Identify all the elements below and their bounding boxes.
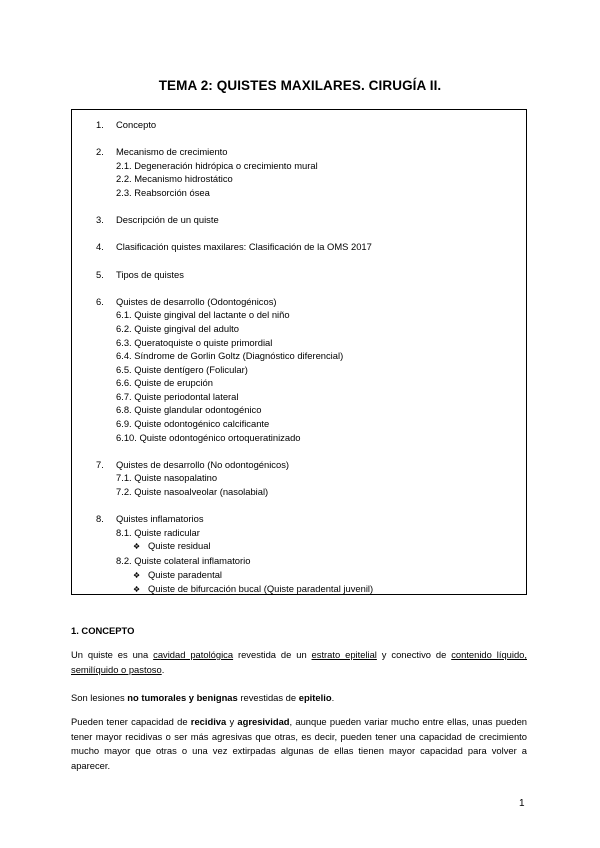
underlined-term: estrato epitelial — [311, 649, 377, 660]
toc-entry — [96, 268, 518, 282]
toc-label: Quistes de desarrollo (Odontogénicos) — [116, 295, 277, 307]
paragraph-recurrence — [71, 715, 527, 773]
toc-entry — [96, 295, 518, 309]
text: y conectivo de — [376, 649, 452, 660]
toc-item — [96, 213, 518, 227]
toc-entry — [96, 213, 518, 227]
toc-label: Concepto — [116, 119, 157, 130]
toc-subitem: 6.5. Quiste dentígero (Folicular) — [116, 363, 248, 375]
toc-subitem: 8.1. Quiste radicular — [116, 526, 200, 538]
toc-subitem: 7.2. Quiste nasoalveolar (nasolabial) — [116, 486, 269, 498]
toc-item — [96, 295, 518, 445]
page-title: TEMA 2: QUISTES MAXILARES. CIRUGÍA II. — [158, 78, 442, 93]
toc-number: 6. — [96, 295, 104, 307]
toc-item — [96, 118, 518, 132]
toc-label: Descripción de un quiste — [116, 214, 219, 226]
paragraph-lesions — [71, 691, 527, 706]
page-number: 1 — [519, 798, 525, 809]
toc-item — [96, 240, 518, 254]
toc-number: 7. — [96, 458, 104, 470]
toc-bullet-item — [96, 568, 518, 583]
toc-subitem: 2.3. Reabsorción ósea — [116, 186, 210, 198]
toc-label: Quistes inflamatorios — [116, 513, 204, 525]
toc-subitem: 6.1. Quiste gingival del lactante o del niño — [116, 309, 290, 321]
toc-entry — [96, 458, 518, 472]
text: , aunque pueden variar mucho entre ellas, unas pueden tener mayor recidivas o ser más agresivas que otras, es decir, pueden tener una capacidad de crecimiento mucho mayor que otras o una vez extirpadas algunas de ellas tienen mayor capacidad para volver a aparecer. — [71, 716, 527, 771]
toc-label: Clasificación quistes maxilares: Clasificación de la OMS 2017 — [116, 241, 372, 253]
text: Son lesiones — [71, 692, 128, 703]
toc-number: 5. — [96, 268, 104, 280]
toc-item — [96, 268, 518, 282]
paragraph-definition — [71, 648, 527, 677]
toc-item — [96, 458, 518, 499]
bold-term: epitelio — [298, 692, 332, 703]
toc-subitem: 8.2. Quiste colateral inflamatorio — [116, 555, 251, 566]
toc-list — [96, 118, 518, 610]
toc-label: Tipos de quistes — [116, 268, 184, 280]
toc-subitem: 6.7. Quiste periodontal lateral — [116, 390, 239, 402]
toc-number: 3. — [96, 214, 104, 226]
toc-subitem: 6.2. Quiste gingival del adulto — [116, 322, 239, 334]
toc-number: 8. — [96, 513, 104, 525]
diamond-bullet-icon: ❖ — [133, 570, 141, 580]
diamond-bullet-icon: ❖ — [133, 585, 141, 595]
text: Pueden tener capacidad de — [71, 716, 191, 727]
toc-bullet-item — [96, 539, 518, 554]
text: revestida de un — [233, 649, 312, 660]
toc-bullet-item — [96, 582, 518, 597]
underlined-term: cavidad patológica — [153, 649, 234, 660]
bold-term: no tumorales y benignas — [127, 692, 238, 703]
toc-entry — [96, 118, 518, 132]
toc-entry — [96, 240, 518, 254]
toc-subitem: 6.6. Quiste de erupción — [116, 377, 213, 389]
toc-label: Mecanismo de crecimiento — [116, 146, 228, 158]
toc-bullet-label: Quiste residual — [148, 540, 211, 552]
text: revestidas de — [237, 692, 299, 703]
text: . — [161, 663, 165, 675]
toc-subitem: 6.3. Queratoquiste o quiste primordial — [116, 336, 273, 348]
toc-item — [96, 512, 518, 597]
toc-number: 1. — [96, 119, 104, 130]
toc-bullet-label: Quiste paradental — [148, 568, 223, 580]
toc-subitem: 7.1. Quiste nasopalatino — [116, 472, 218, 484]
table-of-contents — [71, 109, 527, 595]
bold-term: recidiva — [190, 716, 227, 727]
text: y — [226, 716, 238, 727]
text: . — [331, 692, 335, 703]
toc-number: 2. — [96, 146, 104, 158]
diamond-bullet-icon: ❖ — [133, 542, 141, 552]
toc-subitem: 6.9. Quiste odontogénico calcificante — [116, 418, 270, 430]
section-heading-concepto: 1. CONCEPTO — [71, 625, 135, 636]
bold-term: agresividad — [237, 716, 290, 727]
toc-entry — [96, 145, 518, 159]
underlined-term: contenido líquido, semilíquido o pastoso — [71, 649, 527, 675]
toc-entry — [96, 512, 518, 526]
toc-bullet-label: Quiste de bifurcación bucal (Quiste paradental juvenil) — [148, 583, 374, 595]
toc-subitem: 2.2. Mecanismo hidrostático — [116, 173, 233, 185]
toc-subitem: 6.4. Síndrome de Gorlin Goltz (Diagnóstico diferencial) — [116, 350, 344, 362]
text: Un quiste es una — [71, 649, 154, 660]
toc-item — [96, 145, 518, 199]
toc-label: Quistes de desarrollo (No odontogénicos) — [116, 458, 290, 470]
toc-number: 4. — [96, 241, 104, 253]
toc-subitem: 2.1. Degeneración hidrópica o crecimiento mural — [116, 159, 318, 171]
toc-subitem: 6.10. Quiste odontogénico ortoqueratinizado — [116, 431, 301, 443]
toc-subitem: 6.8. Quiste glandular odontogénico — [116, 404, 262, 416]
